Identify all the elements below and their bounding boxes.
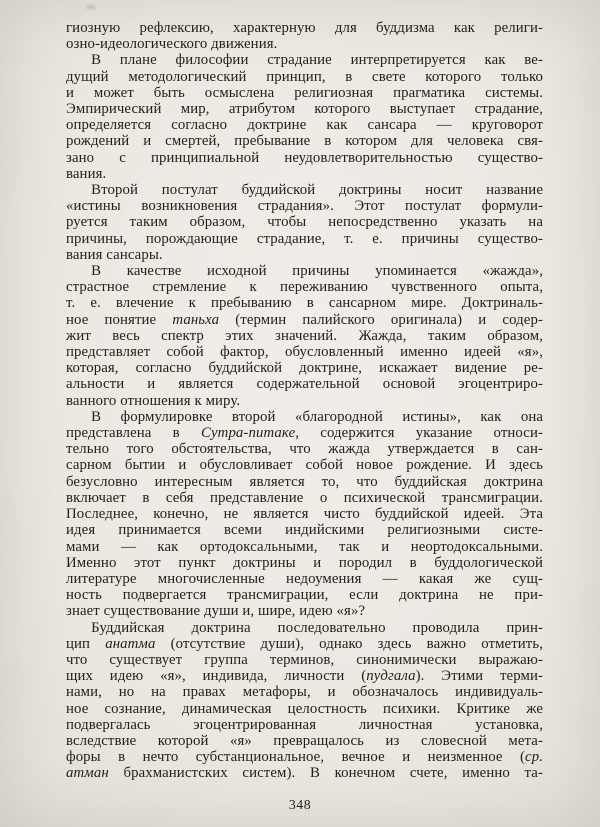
text-run: подвергалась эгоцентрированная личностная установка, [66,716,543,733]
text-line [66,69,543,85]
text-line [66,733,543,749]
text-line [66,20,543,36]
text-run: Буддийская доктрина последовательно проводила прин- [91,619,543,636]
text-line [66,328,543,344]
text-line [66,441,543,457]
text-run: щих идею «я», индивида, личности ( [66,668,367,685]
text-line [66,133,543,149]
text-run: В плане философии страдание интерпретируется как ве- [91,52,543,69]
text-line [66,506,543,522]
text-run: и может быть осмыслена религиозная прагматика системы. [66,84,543,101]
text-line [66,749,543,765]
text-line [66,36,543,52]
text-run: (термин палийского оригинала) и содер- [219,311,543,328]
text-line [66,182,543,198]
text-run: страстное стремление к переживанию чувственного опыта, [66,279,543,296]
text-run: знает существование души и, шире, идею «я»? [66,603,366,620]
text-line [66,198,543,214]
italic-term: анатма [105,635,156,652]
text-line [66,279,543,295]
text-line [66,522,543,538]
text-line [66,376,543,392]
text-line [66,101,543,117]
text-line [66,571,543,587]
text-run: которая, согласно буддийской доктрине, искажает видение ре- [66,360,543,377]
text-run: Эмпирический мир, атрибутом которого выступает страдание, [66,101,543,118]
italic-term: Сутра-питаке [201,425,296,442]
text-line [66,52,543,68]
text-run: т. е. влечение к пребыванию в сансарном мире. Доктриналь- [66,295,543,312]
text-line [66,409,543,425]
text-run: цип [66,635,106,652]
text-run: гиозную рефлексию, характерную для буддизма как религи- [66,20,543,36]
text-run: мами — как ортодоксальными, так и неортодоксальными. [66,538,543,555]
text-run: сарном бытии и обусловливает собой новое рождение. И здесь [66,457,543,474]
text-line [66,117,543,133]
text-run: Второй постулат буддийской доктрины носит название [91,182,543,199]
text-line [66,295,543,311]
text-run: причины, порождающие страдание, т. е. причины существо- [66,230,543,247]
text-run: озно-идеологического движения. [66,36,278,53]
text-line [66,490,543,506]
page-text [66,20,543,782]
text-line [66,652,543,668]
text-run: нами, но на правах метафоры, и обозначалось индивидуаль- [66,684,543,701]
text-line [66,701,543,717]
text-line [66,539,543,555]
text-line [66,150,543,166]
page-number: 348 [288,797,312,812]
text-line [66,214,543,230]
text-run: ное сознание, динамическая целостность психики. Критике же [66,700,543,717]
text-run: тельно того обстоятельства, что жажда утверждается в сан- [66,441,543,458]
italic-term: ср. [525,749,543,766]
text-line [66,393,543,409]
text-run: представлена в [66,425,202,442]
text-run: что существует группа терминов, синонимически выражаю- [66,651,543,668]
text-line [66,668,543,684]
text-line [66,312,543,328]
text-run: ное понятие [66,311,173,328]
italic-term: пудгала [366,668,416,685]
text-run: ность подвергается трансмиграции, если доктрина не при- [66,587,543,604]
text-run: вания сансары. [66,246,163,263]
text-run: вания. [66,165,107,182]
text-run: Именно этот пункт доктрины и породил в буддологической [66,554,543,571]
text-line [66,457,543,473]
text-line [66,620,543,636]
italic-term: атман [66,765,109,782]
italic-term: таньха [172,311,220,328]
text-line [66,231,543,247]
text-line [66,85,543,101]
text-line [66,344,543,360]
text-run: В формулировке второй «благородной истины», как она [91,408,543,425]
text-line [66,765,543,781]
text-run: представляет собой фактор, обусловленный именно идеей «я», [66,344,543,361]
text-run: идея принимается всеми индийскими религиозными систе- [66,522,543,539]
text-line [66,247,543,263]
text-line [66,474,543,490]
text-run: ). Этими терми- [415,668,543,685]
text-run: «истины возникновения страдания». Этот постулат формули- [66,198,543,215]
text-line [66,263,543,279]
text-line [66,425,543,441]
text-run: В качестве исходной причины упоминается «жажда», [91,263,543,280]
text-run: определяется согласно доктрине как сансара — круговорот [66,117,543,134]
text-line [66,166,543,182]
text-run: рождений и смертей, пребывание в котором для человека свя- [66,133,543,150]
text-run: , содержится указание относи- [295,425,543,442]
text-run: дущий методологический принцип, в свете которого только [66,68,543,85]
text-line [66,587,543,603]
text-run: литературе многочисленные недоумения — какая же сущ- [66,570,543,587]
scan-artifact [86,5,96,9]
text-run: ванного отношения к миру. [66,392,241,409]
text-run: зано с принципиальной неудовлетворительностью существо- [66,149,543,166]
text-run: альности и является содержательной основой эгоцентриро- [66,376,543,393]
text-line [66,717,543,733]
text-line [66,603,543,619]
text-line [66,684,543,700]
text-line [66,555,543,571]
text-run: Последнее, конечно, не является чисто буддийской идеей. Эта [66,506,543,523]
text-run: вследствие которой «я» превращалось из словесной мета- [66,732,543,749]
text-line [66,636,543,652]
text-run: форы в нечто субстанциональное, вечное и неизменное ( [66,749,526,766]
text-run: руется таким образом, чтобы непосредственно указать на [66,214,543,231]
text-run: включает в себя представление о психической трансмиграции. [66,489,543,506]
text-run: жит весь спектр этих значений. Жажда, таким образом, [66,327,543,344]
text-run: безусловно интересным является то, что буддийская доктрина [66,473,543,490]
text-run: брахманистских систем). В конечном счете, именно та- [108,765,543,782]
text-line [66,360,543,376]
text-run: (отсутствие души), однако здесь важно отметить, [155,635,544,652]
